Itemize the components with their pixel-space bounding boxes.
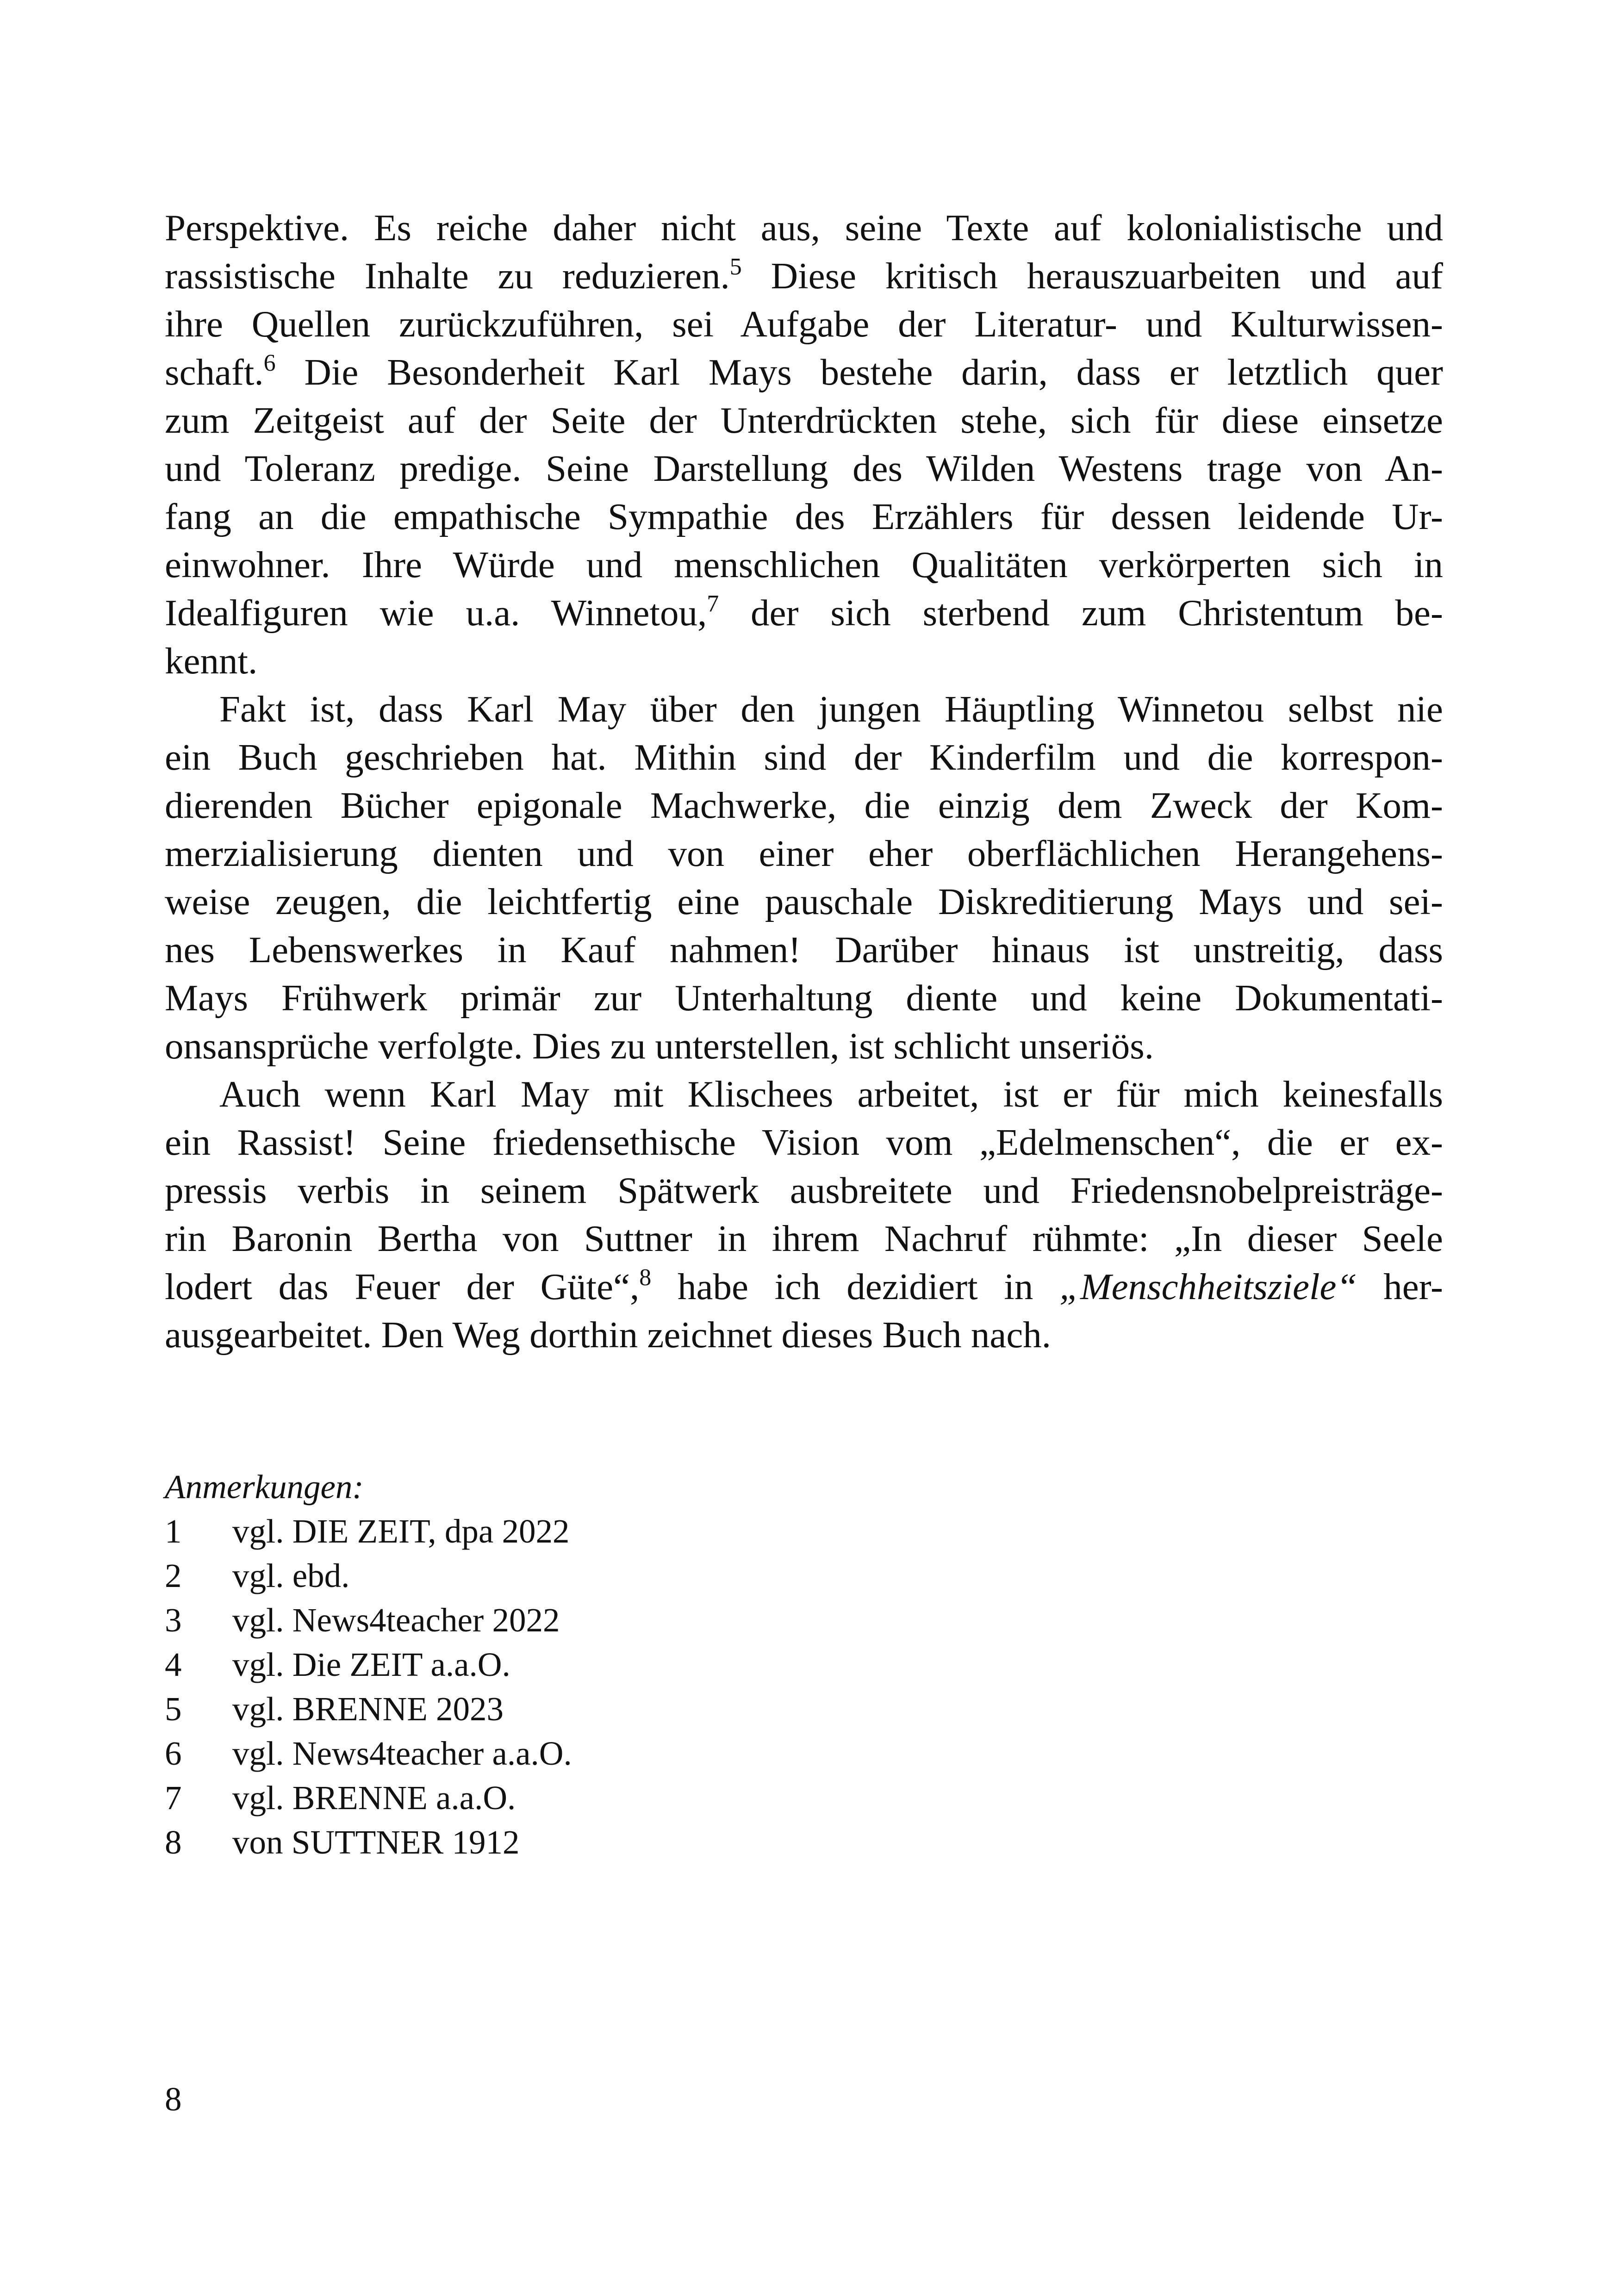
text-run: kennt. [165, 640, 258, 682]
note-number: 4 [165, 1646, 182, 1683]
note-number: 8 [165, 1823, 182, 1861]
text-run: Perspektive. Es reiche daher nicht aus, seine Texte auf kolonialistische und [165, 207, 1443, 249]
text-run: ihre Quellen zurückzuführen, sei Aufgabe der Literatur- und Kulturwissen- [165, 303, 1443, 345]
notes-heading: Anmerkungen: [165, 1468, 364, 1506]
body-line [165, 396, 1443, 444]
body-line: dierenden Bücher epigonale Machwerke, die einzig dem Zweck der Kom- [165, 784, 1443, 826]
note-text: vgl. BRENNE a.a.O. [232, 1779, 516, 1817]
note-number: 7 [165, 1779, 182, 1817]
note-item [165, 1598, 560, 1643]
note-item [165, 1643, 510, 1687]
body-line: Auch wenn Karl May mit Klischees arbeitet, ist er für mich keinesfalls [219, 1073, 1443, 1115]
note-item [165, 1554, 349, 1598]
note-item [165, 1820, 520, 1865]
body-line [165, 300, 1443, 348]
body-line: ausgearbeitet. Den Weg dorthin zeichnet dieses Buch nach. [165, 1314, 1052, 1356]
note-text: vgl. News4teacher a.a.O. [232, 1735, 572, 1772]
note-text: von SUTTNER 1912 [232, 1823, 520, 1861]
body-line: pressis verbis in seinem Spätwerk ausbreitete und Friedensnobelpreisträge- [165, 1170, 1443, 1211]
book-title: „Menschheitsziele“ [1059, 1266, 1357, 1307]
text-run: rassistische Inhalte zu reduzieren. [165, 255, 730, 297]
body-line: Mays Frühwerk primär zur Unterhaltung diente und keine Dokumentati- [165, 977, 1443, 1019]
text-run: Diese kritisch herauszuarbeiten und auf [741, 255, 1443, 297]
body-line: rin Baronin Bertha von Suttner in ihrem Nachruf rühmte: „In dieser Seele [165, 1218, 1443, 1259]
body-line [165, 252, 1443, 300]
note-text: vgl. News4teacher 2022 [232, 1601, 560, 1639]
text-run: lodert das Feuer der Güte“, [165, 1266, 640, 1307]
note-text: vgl. ebd. [232, 1557, 350, 1594]
text-run: fang an die empathische Sympathie des Erzählers für dessen leidende Ur- [165, 496, 1443, 537]
text-run: und Toleranz predige. Seine Darstellung des Wilden Westens trage von An- [165, 448, 1443, 489]
text-run: schaft. [165, 351, 264, 393]
body-line: Fakt ist, dass Karl May über den jungen Häuptling Winnetou selbst nie [219, 688, 1443, 730]
body-line [165, 1263, 1443, 1311]
text-run: zum Zeitgeist auf der Seite der Unterdrückten stehe, sich für diese einsetze [165, 399, 1443, 441]
body-line [165, 589, 1443, 637]
body-line [165, 204, 1443, 252]
note-item [165, 1509, 569, 1554]
note-text: vgl. Die ZEIT a.a.O. [232, 1646, 510, 1683]
note-item [165, 1731, 572, 1776]
note-number: 6 [165, 1735, 182, 1772]
footnote-ref: 6 [263, 350, 276, 376]
note-number: 3 [165, 1601, 182, 1639]
note-number: 1 [165, 1512, 182, 1550]
text-run: her- [1357, 1266, 1443, 1307]
note-item [165, 1776, 516, 1820]
body-line [165, 541, 1443, 589]
note-text: vgl. DIE ZEIT, dpa 2022 [232, 1512, 570, 1550]
note-item [165, 1687, 504, 1731]
body-line [165, 637, 1443, 685]
note-number: 5 [165, 1690, 182, 1728]
body-line [165, 348, 1443, 396]
note-number: 2 [165, 1557, 182, 1594]
text-run: Idealfiguren wie u.a. Winnetou, [165, 592, 707, 634]
text-run: Die Besonderheit Karl Mays bestehe darin, dass er letztlich quer [275, 351, 1443, 393]
footnote-ref: 8 [639, 1264, 652, 1291]
body-line: ein Buch geschrieben hat. Mithin sind der Kinderfilm und die korrespon- [165, 736, 1443, 778]
page-number: 8 [165, 2080, 182, 2118]
text-run: einwohner. Ihre Würde und menschlichen Qualitäten verkörperten sich in [165, 544, 1443, 585]
body-line: ein Rassist! Seine friedensethische Vision vom „Edelmenschen“, die er ex- [165, 1121, 1443, 1163]
footnote-ref: 7 [707, 591, 719, 617]
note-text: vgl. BRENNE 2023 [232, 1690, 504, 1728]
body-line: onsansprüche verfolgte. Dies zu unterstellen, ist schlicht unseriös. [165, 1025, 1154, 1067]
body-line: merzialisierung dienten und von einer eher oberflächlichen Herangehens- [165, 833, 1443, 874]
footnote-ref: 5 [729, 254, 742, 280]
text-run: habe ich dezidiert in [651, 1266, 1060, 1307]
body-line: nes Lebenswerkes in Kauf nahmen! Darüber hinaus ist unstreitig, dass [165, 929, 1443, 971]
text-run: der sich sterbend zum Christentum be- [719, 592, 1443, 634]
body-line: weise zeugen, die leichtfertig eine pauschale Diskreditierung Mays und sei- [165, 881, 1443, 922]
body-line [165, 492, 1443, 541]
body-line [165, 444, 1443, 492]
